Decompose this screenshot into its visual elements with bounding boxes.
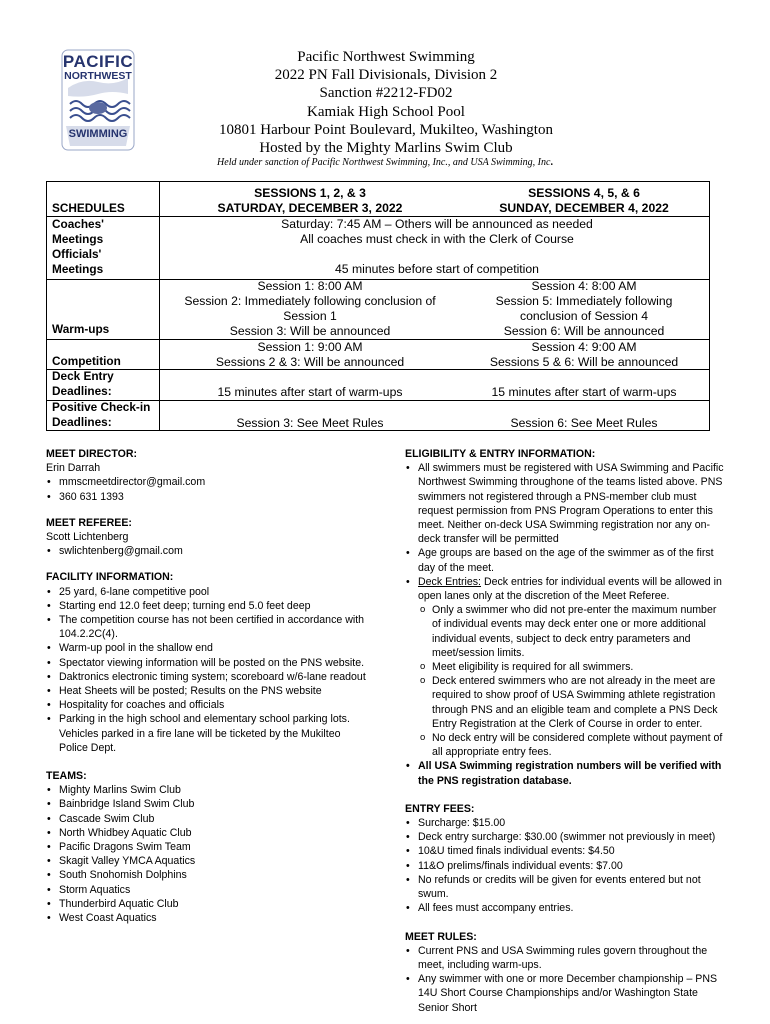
meet-director-contacts [46,475,366,503]
sub-list-item: o Only a swimmer who did not pre-enter the maximum number of individual events may deck enter one or more additional individual events, subject to deck entry parameters and meet/session limits. [405,603,725,660]
list-item: • Warm-up pool in the shallow end [46,641,366,655]
header-venue: Kamiak High School Pool [307,103,465,120]
deck-entry-deadline-sun: 15 minutes after start of warm-ups [491,385,677,399]
logo-text-swimming: SWIMMING [68,128,128,140]
list-item: • All swimmers must be registered with USA Swimming and Pacific Northwest Swimming throughone of the teams listed above. PNS swimmers not registered through a PNS-member club must request permission from PNS Program Operations to enter this meet. Neither on-deck USA Swimming registration nor any on-deck transfer will be permitted [405,461,725,546]
schedules-heading: SCHEDULES [52,201,125,215]
list-item: • Daktronics electronic timing system; scoreboard w/6-lane readout [46,670,366,684]
warmup-session-2: Session 2: Immediately following conclusion of [184,294,436,308]
list-item: • Spectator viewing information will be posted on the PNS website. [46,656,366,670]
sessions-4-6-date: SUNDAY, DECEMBER 4, 2022 [499,201,669,215]
meet-rules-heading: MEET RULES: [405,930,477,943]
entry-fees-list [405,816,725,915]
coaches-checkin-note: All coaches must check in with the Clerk of Course [300,232,574,246]
coaches-label-2: Meetings [52,232,104,246]
list-item: • All USA Swimming registration numbers will be verified with the PNS registration database. [405,759,725,787]
warmup-session-3: Session 3: Will be announced [229,324,391,338]
meet-referee-name: Scott Lichtenberg [46,531,129,544]
team-item: • Pacific Dragons Swim Team [46,840,366,854]
right-column [405,447,725,1015]
list-item: • Hospitality for coaches and officials [46,698,366,712]
eligibility-list [405,461,725,788]
deck-entries-label: Deck Entries: [418,575,481,588]
schedule-table [46,181,710,431]
officials-meeting-time: 45 minutes before start of competition [335,262,539,276]
teams-heading: TEAMS: [46,770,87,783]
warmups-label: Warm-ups [52,322,110,336]
team-item: • Skagit Valley YMCA Aquatics [46,854,366,868]
list-item: • The competition course has not been certified in accordance with 104.2.2C(4). [46,613,366,641]
list-item: • Age groups are based on the age of the swimmer as of the first day of the meet. [405,546,725,574]
header-host: Hosted by the Mighty Marlins Swim Club [259,140,513,157]
pns-logo [60,48,136,152]
sessions-4-6-title: SESSIONS 4, 5, & 6 [528,186,640,200]
coaches-meeting-time: Saturday: 7:45 AM – Others will be announced as needed [281,217,593,231]
logo-text-pacific: PACIFIC [62,52,134,71]
schedule-divider [159,182,160,430]
sanction-note [0,157,770,168]
team-item: • Thunderbird Aquatic Club [46,897,366,911]
meet-header [186,48,586,157]
deck-entry-label-2: Deadlines: [52,384,112,398]
meet-referee-contacts [46,544,366,558]
meet-director-email: • mmscmeetdirector@gmail.com [46,475,366,489]
competition-sessions-2-3: Sessions 2 & 3: Will be announced [215,355,405,369]
list-item: • 11&O prelims/finals individual events: $7.00 [405,859,725,873]
header-org: Pacific Northwest Swimming [297,49,475,65]
checkin-deadline-sun: Session 6: See Meet Rules [510,416,658,430]
eligibility-heading: ELIGIBILITY & ENTRY INFORMATION: [405,448,596,460]
list-item: • Any swimmer with one or more December championship – PNS 14U Short Course Championships and/or Washington State Senior Short [405,972,725,1015]
team-item: • South Snohomish Dolphins [46,868,366,882]
coaches-label-1: Coaches' [52,217,104,231]
logo-text-northwest: NORTHWEST [64,70,132,82]
deck-entry-label-1: Deck Entry [52,369,114,383]
officials-label-1: Officials' [52,247,102,261]
officials-label-2: Meetings [52,262,104,276]
competition-session-4: Session 4: 9:00 AM [531,340,637,354]
team-item: • North Whidbey Aquatic Club [46,826,366,840]
sessions-1-3-title: SESSIONS 1, 2, & 3 [254,186,366,200]
sub-list-item: o Meet eligibility is required for all swimmers. [405,660,725,674]
meet-director-heading: MEET DIRECTOR: [46,448,138,460]
list-item: • Starting end 12.0 feet deep; turning end 5.0 feet deep [46,599,366,613]
list-item: • Parking in the high school and elementary school parking lots. Vehicles parked in a fire lane will be ticketed by the Mukilteo Police Dept. [46,712,366,755]
left-column [46,447,366,925]
list-item: • All fees must accompany entries. [405,901,725,915]
header-address: 10801 Harbour Point Boulevard, Mukilteo, Washington [219,121,553,138]
team-item: • Mighty Marlins Swim Club [46,783,366,797]
list-item: • Surcharge: $15.00 [405,816,725,830]
warmup-session-4: Session 4: 8:00 AM [531,279,637,293]
warmup-session-1: Session 1: 8:00 AM [257,279,363,293]
competition-session-1: Session 1: 9:00 AM [257,340,363,354]
deck-entries-text: Deck entries for individual events will be allowed in open lanes only at the discretion of the Meet Referee. [418,575,722,603]
warmup-session-5: Session 5: Immediately following [495,294,673,308]
meet-referee-email: • swlichtenberg@gmail.com [46,544,366,558]
meet-director-phone: • 360 631 1393 [46,490,366,504]
checkin-label-2: Deadlines: [52,415,112,429]
list-item: • Deck entry surcharge: $30.00 (swimmer not previously in meet) [405,830,725,844]
checkin-label-1: Positive Check-in [52,400,151,414]
list-item: • 10&U timed finals individual events: $4.50 [405,844,725,858]
checkin-deadline-sat: Session 3: See Meet Rules [236,416,384,430]
sessions-1-3-date: SATURDAY, DECEMBER 3, 2022 [217,201,403,215]
teams-list [46,783,366,925]
list-item: • Heat Sheets will be posted; Results on the PNS website [46,684,366,698]
sub-list-item: o No deck entry will be considered complete without payment of all appropriate entry fees. [405,731,725,759]
competition-label: Competition [52,354,121,368]
warmup-session-6: Session 6: Will be announced [503,324,665,338]
list-item: • 25 yard, 6-lane competitive pool [46,585,366,599]
list-item: • Current PNS and USA Swimming rules govern throughout the meet, including warm-ups. [405,944,725,972]
facility-heading: FACILITY INFORMATION: [46,571,174,584]
deck-entries-item [405,575,725,603]
sanction-note-period: . [550,157,553,168]
competition-sessions-5-6: Sessions 5 & 6: Will be announced [489,355,679,369]
header-sanction: Sanction #2212-FD02 [319,85,453,102]
deck-entry-deadline-sat: 15 minutes after start of warm-ups [217,385,403,399]
sub-list-item: o Deck entered swimmers who are not already in the meet are required to show proof of USA Swimming athlete registration through PNS and an eligible team and complete a PNS Deck Entry Registration at the Clerk of Course in order to enter. [405,674,725,731]
team-item: • Bainbridge Island Swim Club [46,797,366,811]
warmup-session-5-cont: conclusion of Session 4 [519,309,649,323]
header-meet-name: 2022 PN Fall Divisionals, Division 2 [274,67,498,84]
team-item: • Storm Aquatics [46,883,366,897]
warmup-session-2-cont: Session 1 [283,309,337,323]
sanction-note-text: Held under sanction of Pacific Northwest Swimming, Inc., and USA Swimming, Inc [217,157,551,168]
meet-director-name: Erin Darrah [46,462,101,475]
meet-referee-heading: MEET REFEREE: [46,516,132,529]
team-item: • West Coast Aquatics [46,911,366,925]
team-item: • Cascade Swim Club [46,812,366,826]
facility-list [46,585,366,755]
entry-fees-heading: ENTRY FEES: [405,802,475,815]
list-item: • No refunds or credits will be given for events entered but not swum. [405,873,725,901]
meet-rules-list [405,944,725,1015]
